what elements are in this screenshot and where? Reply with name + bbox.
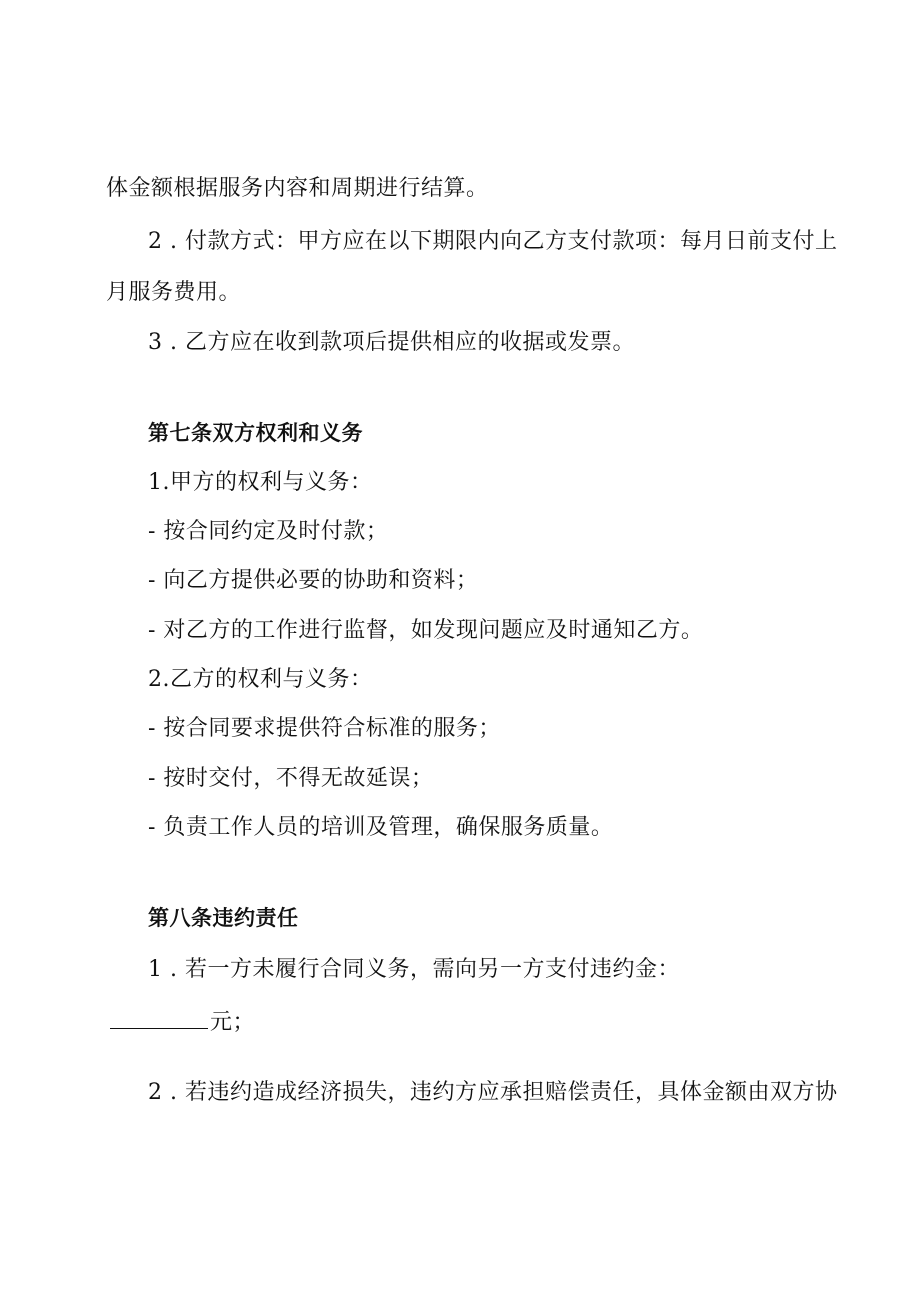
payment-method-clause: 2 . 付款方式：甲方应在以下期限内向乙方支付款项：每月日前支付上 xyxy=(148,229,838,254)
party-a-item: - 向乙方提供必要的协助和资料； xyxy=(148,568,479,593)
penalty-amount-blank xyxy=(110,1006,208,1029)
penalty-amount-suffix: 元； xyxy=(210,1010,256,1035)
party-a-item: - 对乙方的工作进行监督，如发现问题应及时通知乙方。 xyxy=(148,618,704,643)
settlement-continuation-text: 体金额根据服务内容和周期进行结算。 xyxy=(106,176,489,201)
party-b-item: - 按合同要求提供符合标准的服务； xyxy=(148,716,501,741)
article-8-title: 第八条违约责任 xyxy=(148,906,299,930)
article-7-title: 第七条双方权利和义务 xyxy=(148,421,363,445)
party-b-item: - 按时交付，不得无故延误； xyxy=(148,766,434,791)
damages-clause: 2 . 若违约造成经济损失，违约方应承担赔偿责任，具体金额由双方协 xyxy=(148,1080,838,1105)
penalty-clause: 1 . 若一方未履行合同义务，需向另一方支付违约金： xyxy=(148,957,680,982)
receipt-clause: 3 . 乙方应在收到款项后提供相应的收据或发票。 xyxy=(148,330,635,355)
party-b-item: - 负责工作人员的培训及管理，确保服务质量。 xyxy=(148,815,614,840)
party-b-heading: 2.乙方的权利与义务： xyxy=(148,667,373,692)
party-a-heading: 1.甲方的权利与义务： xyxy=(148,470,373,495)
penalty-amount-line xyxy=(110,1006,255,1038)
party-a-item: - 按合同约定及时付款； xyxy=(148,519,389,544)
payment-method-clause-continuation: 月服务费用。 xyxy=(106,280,242,305)
